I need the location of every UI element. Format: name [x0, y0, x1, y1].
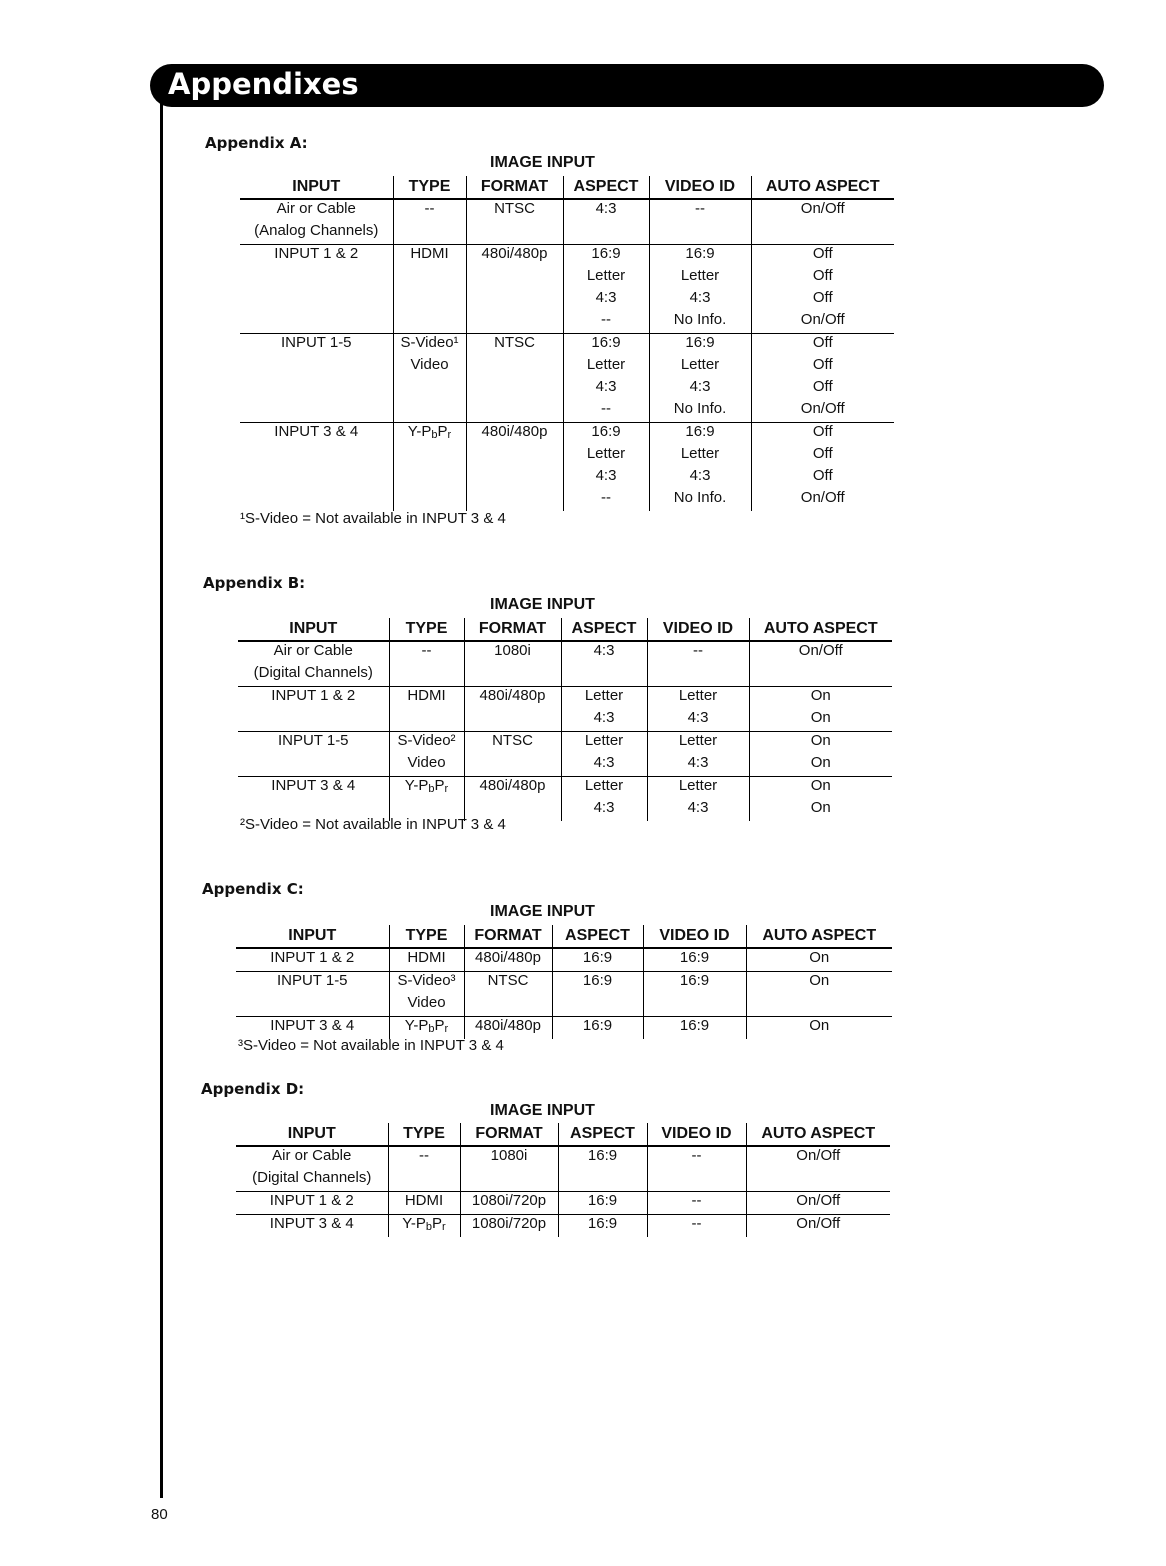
- input-cell: [238, 709, 389, 732]
- type-cell: Video: [393, 356, 466, 378]
- auto-aspect-cell: Off: [751, 245, 894, 268]
- aspect-cell: Letter: [563, 445, 649, 467]
- column-header: AUTO ASPECT: [749, 618, 892, 641]
- input-cell: INPUT 1 & 2: [240, 245, 393, 268]
- column-header: ASPECT: [561, 618, 647, 641]
- video-id-cell: --: [647, 1192, 746, 1215]
- auto-aspect-cell: Off: [751, 423, 894, 446]
- type-cell: Video: [389, 754, 464, 777]
- input-cell: [240, 445, 393, 467]
- auto-aspect-cell: Off: [751, 445, 894, 467]
- aspect-cell: Letter: [561, 687, 647, 710]
- format-cell: 1080i: [460, 1146, 558, 1169]
- footnote: ³S-Video = Not available in INPUT 3 & 4: [238, 1037, 504, 1054]
- header-banner: [150, 64, 1104, 107]
- column-header: FORMAT: [464, 925, 552, 948]
- format-cell: [466, 489, 563, 511]
- type-cell: HDMI: [393, 245, 466, 268]
- video-id-cell: 4:3: [649, 467, 751, 489]
- video-id-cell: --: [647, 641, 749, 664]
- column-header: AUTO ASPECT: [746, 1123, 890, 1146]
- table-row: [236, 994, 892, 1017]
- aspect-cell: Letter: [563, 356, 649, 378]
- video-id-cell: 16:9: [649, 245, 751, 268]
- auto-aspect-cell: On/Off: [751, 489, 894, 511]
- auto-aspect-cell: [746, 1169, 890, 1192]
- aspect-cell: 16:9: [552, 948, 643, 972]
- table-row: [236, 1192, 890, 1215]
- table-row: [238, 687, 892, 710]
- video-id-cell: Letter: [647, 732, 749, 755]
- table-row: [238, 777, 892, 800]
- aspect-cell: [558, 1169, 647, 1192]
- aspect-cell: 16:9: [563, 334, 649, 357]
- aspect-cell: [552, 994, 643, 1017]
- format-cell: [466, 378, 563, 400]
- table-row: [240, 423, 894, 446]
- table-row: [238, 732, 892, 755]
- column-header: INPUT: [240, 176, 393, 199]
- table-row: [240, 445, 894, 467]
- aspect-cell: 4:3: [563, 467, 649, 489]
- table-row: [236, 1146, 890, 1169]
- aspect-cell: 16:9: [552, 972, 643, 995]
- video-id-cell: 16:9: [649, 423, 751, 446]
- type-cell: Video: [389, 994, 464, 1017]
- type-cell: [393, 267, 466, 289]
- input-cell: INPUT 1-5: [238, 732, 389, 755]
- video-id-cell: --: [647, 1146, 746, 1169]
- input-cell: [240, 378, 393, 400]
- type-cell: [393, 400, 466, 423]
- type-cell: $Y-P_bP_r$: [388, 1215, 460, 1238]
- aspect-cell: 16:9: [563, 423, 649, 446]
- table-row: [238, 664, 892, 687]
- type-cell: [393, 289, 466, 311]
- column-header: INPUT: [236, 1123, 388, 1146]
- table-row: [236, 972, 892, 995]
- aspect-cell: Letter: [561, 777, 647, 800]
- column-header: INPUT: [238, 618, 389, 641]
- input-cell: Air or Cable: [240, 199, 393, 222]
- format-cell: NTSC: [466, 199, 563, 222]
- table-row: [240, 245, 894, 268]
- type-cell: [393, 467, 466, 489]
- aspect-cell: 16:9: [552, 1017, 643, 1040]
- page-title: Appendixes: [168, 67, 359, 101]
- margin-rule: [160, 100, 163, 1498]
- format-cell: 480i/480p: [464, 1017, 552, 1040]
- type-cell: [388, 1169, 460, 1192]
- format-cell: [466, 289, 563, 311]
- video-id-cell: No Info.: [649, 489, 751, 511]
- aspect-cell: 4:3: [563, 378, 649, 400]
- column-header: VIDEO ID: [649, 176, 751, 199]
- video-id-cell: Letter: [647, 777, 749, 800]
- table-row: [240, 289, 894, 311]
- aspect-cell: 4:3: [561, 641, 647, 664]
- column-header: AUTO ASPECT: [751, 176, 894, 199]
- format-cell: [460, 1169, 558, 1192]
- column-header: TYPE: [389, 925, 464, 948]
- video-id-cell: 16:9: [649, 334, 751, 357]
- video-id-cell: Letter: [649, 445, 751, 467]
- column-header: VIDEO ID: [647, 1123, 746, 1146]
- auto-aspect-cell: Off: [751, 267, 894, 289]
- appendix-table: [236, 925, 892, 1039]
- format-cell: [464, 664, 561, 687]
- column-header: INPUT: [236, 925, 389, 948]
- auto-aspect-cell: Off: [751, 356, 894, 378]
- input-cell: [238, 754, 389, 777]
- type-cell: $Y-P_bP_r$: [389, 777, 464, 800]
- group-header: IMAGE INPUT: [490, 903, 595, 920]
- video-id-cell: 16:9: [643, 948, 746, 972]
- input-cell: INPUT 1 & 2: [236, 1192, 388, 1215]
- format-cell: 480i/480p: [464, 687, 561, 710]
- format-cell: NTSC: [464, 732, 561, 755]
- input-cell: (Digital Channels): [253, 664, 373, 681]
- format-cell: 480i/480p: [466, 423, 563, 446]
- video-id-cell: 16:9: [643, 972, 746, 995]
- input-cell: [240, 489, 393, 511]
- auto-aspect-cell: [751, 222, 894, 245]
- input-cell: INPUT 3 & 4: [236, 1017, 389, 1040]
- format-cell: 480i/480p: [464, 948, 552, 972]
- input-cell: [240, 467, 393, 489]
- input-cell: (Digital Channels): [252, 1169, 372, 1186]
- input-cell: INPUT 1-5: [236, 972, 389, 995]
- aspect-cell: 16:9: [563, 245, 649, 268]
- column-header: FORMAT: [466, 176, 563, 199]
- input-cell: Air or Cable: [236, 1146, 388, 1169]
- column-header: TYPE: [388, 1123, 460, 1146]
- format-cell: 1080i/720p: [460, 1192, 558, 1215]
- auto-aspect-cell: Off: [751, 467, 894, 489]
- auto-aspect-cell: On: [746, 972, 892, 995]
- auto-aspect-cell: On/Off: [749, 641, 892, 664]
- format-cell: 480i/480p: [464, 777, 561, 800]
- video-id-cell: 4:3: [647, 709, 749, 732]
- input-cell: [240, 289, 393, 311]
- column-header: VIDEO ID: [643, 925, 746, 948]
- aspect-cell: 4:3: [561, 754, 647, 777]
- column-header: AUTO ASPECT: [746, 925, 892, 948]
- video-id-cell: [647, 664, 749, 687]
- auto-aspect-cell: On/Off: [751, 199, 894, 222]
- type-cell: --: [393, 199, 466, 222]
- aspect-cell: 16:9: [558, 1146, 647, 1169]
- video-id-cell: 4:3: [649, 378, 751, 400]
- input-cell: [236, 994, 389, 1017]
- table-row: [240, 356, 894, 378]
- video-id-cell: Letter: [647, 687, 749, 710]
- column-header: ASPECT: [558, 1123, 647, 1146]
- format-cell: 1080i/720p: [460, 1215, 558, 1238]
- format-cell: [466, 400, 563, 423]
- video-id-cell: Letter: [649, 267, 751, 289]
- footnote: ¹S-Video = Not available in INPUT 3 & 4: [240, 510, 506, 527]
- table-row: [240, 199, 894, 222]
- input-cell: INPUT 1 & 2: [236, 948, 389, 972]
- type-cell: [389, 709, 464, 732]
- auto-aspect-cell: On: [746, 948, 892, 972]
- column-header: VIDEO ID: [647, 618, 749, 641]
- table-row: [240, 334, 894, 357]
- table-row: [240, 311, 894, 334]
- table-row: [240, 467, 894, 489]
- video-id-cell: [647, 1169, 746, 1192]
- auto-aspect-cell: On: [749, 777, 892, 800]
- type-cell: S-Video²: [389, 732, 464, 755]
- appendix-table: [236, 1123, 890, 1237]
- group-header: IMAGE INPUT: [490, 596, 595, 613]
- table-row: [238, 641, 892, 664]
- aspect-cell: [563, 222, 649, 245]
- format-cell: [466, 311, 563, 334]
- auto-aspect-cell: On/Off: [751, 400, 894, 423]
- format-cell: [466, 467, 563, 489]
- type-cell: S-Video¹: [393, 334, 466, 357]
- appendix-title: Appendix A:: [205, 134, 308, 152]
- format-cell: [466, 267, 563, 289]
- appendix-title: Appendix C:: [202, 880, 304, 898]
- aspect-cell: --: [563, 400, 649, 423]
- auto-aspect-cell: On/Off: [751, 311, 894, 334]
- video-id-cell: [649, 222, 751, 245]
- aspect-cell: [561, 664, 647, 687]
- auto-aspect-cell: On: [749, 754, 892, 777]
- table-header-row: [240, 176, 894, 199]
- format-cell: NTSC: [464, 972, 552, 995]
- video-id-cell: [643, 994, 746, 1017]
- appendix-table: [240, 176, 894, 511]
- auto-aspect-cell: On: [746, 1017, 892, 1040]
- table-row: [238, 709, 892, 732]
- video-id-cell: 4:3: [649, 289, 751, 311]
- video-id-cell: No Info.: [649, 311, 751, 334]
- video-id-cell: No Info.: [649, 400, 751, 423]
- input-cell: INPUT 1-5: [240, 334, 393, 357]
- format-cell: 1080i: [464, 641, 561, 664]
- auto-aspect-cell: [746, 994, 892, 1017]
- type-cell: [389, 664, 464, 687]
- input-cell: INPUT 1 & 2: [238, 687, 389, 710]
- type-cell: [393, 489, 466, 511]
- format-cell: [464, 709, 561, 732]
- aspect-cell: 4:3: [563, 289, 649, 311]
- group-header: IMAGE INPUT: [490, 154, 595, 171]
- type-cell: HDMI: [389, 687, 464, 710]
- column-header: ASPECT: [563, 176, 649, 199]
- type-cell: --: [388, 1146, 460, 1169]
- column-header: FORMAT: [460, 1123, 558, 1146]
- aspect-cell: 16:9: [558, 1192, 647, 1215]
- auto-aspect-cell: On: [749, 732, 892, 755]
- auto-aspect-cell: Off: [751, 334, 894, 357]
- video-id-cell: --: [649, 199, 751, 222]
- table-row: [238, 754, 892, 777]
- appendix-title: Appendix B:: [203, 574, 306, 592]
- type-cell: [393, 311, 466, 334]
- input-cell: INPUT 3 & 4: [240, 423, 393, 446]
- table-header-row: [238, 618, 892, 641]
- format-cell: [464, 754, 561, 777]
- format-cell: [466, 445, 563, 467]
- column-header: TYPE: [389, 618, 464, 641]
- format-cell: 480i/480p: [466, 245, 563, 268]
- table-header-row: [236, 925, 892, 948]
- table-row: [236, 1017, 892, 1040]
- input-cell: (Analog Channels): [254, 222, 379, 239]
- type-cell: HDMI: [388, 1192, 460, 1215]
- type-cell: S-Video³: [389, 972, 464, 995]
- aspect-cell: 4:3: [561, 709, 647, 732]
- table-row: [236, 948, 892, 972]
- column-header: ASPECT: [552, 925, 643, 948]
- table-row: [236, 1169, 890, 1192]
- auto-aspect-cell: [749, 664, 892, 687]
- table-row: [236, 1215, 890, 1238]
- type-cell: HDMI: [389, 948, 464, 972]
- input-cell: INPUT 3 & 4: [236, 1215, 388, 1238]
- table-row: [240, 378, 894, 400]
- type-cell: [393, 222, 466, 245]
- video-id-cell: 4:3: [647, 754, 749, 777]
- input-cell: Air or Cable: [238, 641, 389, 664]
- table-row: [240, 267, 894, 289]
- aspect-cell: --: [563, 489, 649, 511]
- table-row: [240, 222, 894, 245]
- auto-aspect-cell: On: [749, 709, 892, 732]
- table-header-row: [236, 1123, 890, 1146]
- input-cell: [240, 356, 393, 378]
- format-cell: [466, 222, 563, 245]
- type-cell: $Y-P_bP_r$: [389, 1017, 464, 1040]
- auto-aspect-cell: Off: [751, 378, 894, 400]
- aspect-cell: Letter: [563, 267, 649, 289]
- type-cell: [393, 378, 466, 400]
- appendix-title: Appendix D:: [201, 1080, 305, 1098]
- table-row: [240, 400, 894, 423]
- input-cell: [240, 311, 393, 334]
- type-cell: $Y-P_bP_r$: [393, 423, 466, 446]
- appendix-table: [238, 618, 892, 821]
- format-cell: NTSC: [466, 334, 563, 357]
- column-header: TYPE: [393, 176, 466, 199]
- aspect-cell: 4:3: [561, 799, 647, 821]
- video-id-cell: 16:9: [643, 1017, 746, 1040]
- page-number: 80: [151, 1506, 168, 1523]
- aspect-cell: Letter: [561, 732, 647, 755]
- format-cell: [464, 994, 552, 1017]
- video-id-cell: Letter: [649, 356, 751, 378]
- auto-aspect-cell: On/Off: [746, 1215, 890, 1238]
- type-cell: [393, 445, 466, 467]
- aspect-cell: --: [563, 311, 649, 334]
- auto-aspect-cell: On: [749, 687, 892, 710]
- video-id-cell: --: [647, 1215, 746, 1238]
- auto-aspect-cell: On/Off: [746, 1146, 890, 1169]
- input-cell: [240, 400, 393, 423]
- type-cell: --: [389, 641, 464, 664]
- format-cell: [466, 356, 563, 378]
- column-header: FORMAT: [464, 618, 561, 641]
- footnote: ²S-Video = Not available in INPUT 3 & 4: [240, 816, 506, 833]
- auto-aspect-cell: On/Off: [746, 1192, 890, 1215]
- auto-aspect-cell: On: [749, 799, 892, 821]
- input-cell: INPUT 3 & 4: [238, 777, 389, 800]
- auto-aspect-cell: Off: [751, 289, 894, 311]
- input-cell: [240, 267, 393, 289]
- aspect-cell: 16:9: [558, 1215, 647, 1238]
- group-header: IMAGE INPUT: [490, 1102, 595, 1119]
- aspect-cell: 4:3: [563, 199, 649, 222]
- video-id-cell: 4:3: [647, 799, 749, 821]
- table-row: [240, 489, 894, 511]
